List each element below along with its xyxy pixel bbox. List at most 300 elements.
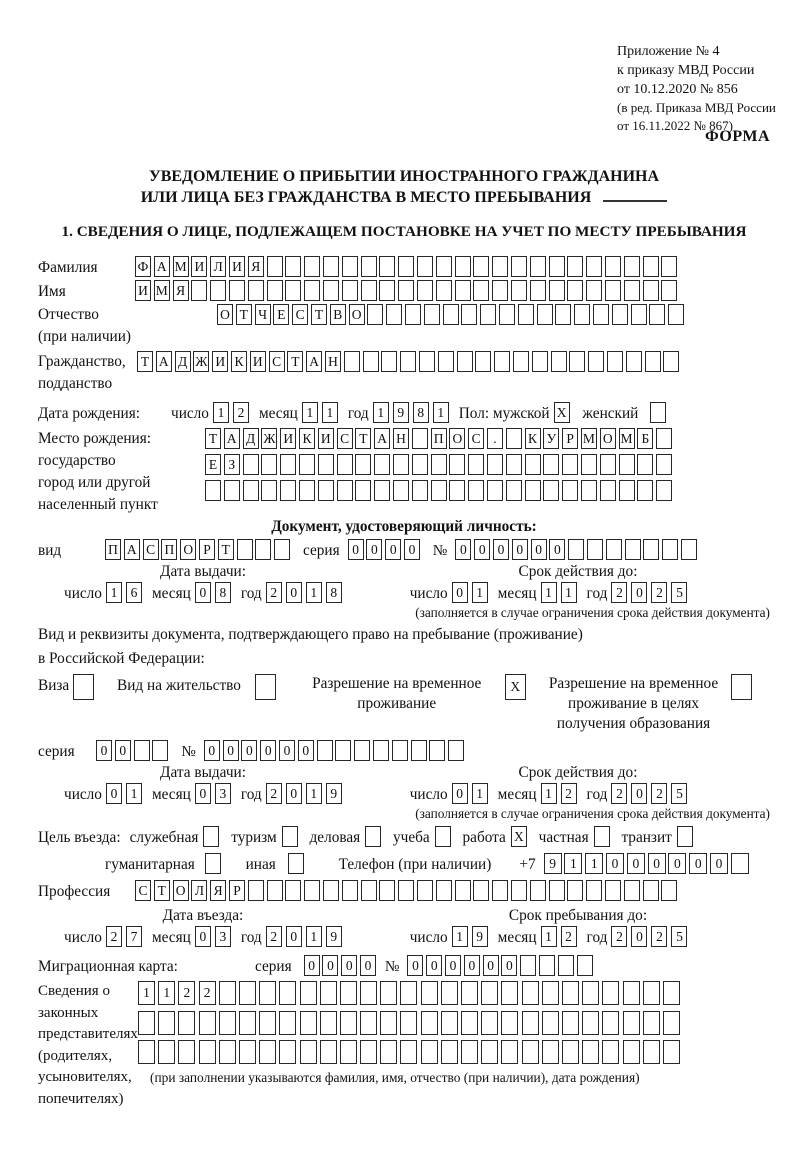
char-box[interactable]: [365, 826, 381, 847]
edu-permit-checkbox[interactable]: [731, 674, 755, 700]
char-box[interactable]: Е: [273, 304, 289, 325]
char-box[interactable]: 0: [483, 955, 499, 976]
char-box[interactable]: [473, 256, 489, 277]
char-box[interactable]: 0: [452, 582, 468, 603]
char-box[interactable]: [274, 539, 290, 560]
char-box[interactable]: [577, 955, 593, 976]
char-box[interactable]: [354, 740, 370, 761]
char-box[interactable]: 1: [452, 926, 468, 947]
char-box[interactable]: [626, 351, 642, 372]
char-box[interactable]: [631, 304, 647, 325]
char-box[interactable]: [530, 256, 546, 277]
char-box[interactable]: [267, 880, 283, 901]
char-box[interactable]: [261, 454, 277, 475]
char-box[interactable]: [73, 674, 94, 700]
char-box[interactable]: 1: [541, 926, 557, 947]
char-box[interactable]: [191, 280, 207, 301]
char-box[interactable]: [134, 740, 150, 761]
char-box[interactable]: 0: [96, 740, 112, 761]
char-box[interactable]: [539, 955, 555, 976]
char-box[interactable]: [243, 454, 259, 475]
identity-expiry-day[interactable]: [452, 582, 492, 603]
char-box[interactable]: 1: [322, 402, 338, 423]
char-box[interactable]: [588, 351, 604, 372]
char-box[interactable]: [340, 1011, 357, 1035]
char-box[interactable]: [506, 480, 522, 501]
char-box[interactable]: 0: [464, 955, 480, 976]
char-box[interactable]: [431, 454, 447, 475]
char-box[interactable]: 0: [631, 783, 647, 804]
char-box[interactable]: 0: [631, 582, 647, 603]
char-box[interactable]: [379, 280, 395, 301]
residence-expiry-month[interactable]: [541, 783, 581, 804]
char-box[interactable]: [602, 1040, 619, 1064]
char-box[interactable]: [337, 480, 353, 501]
char-box[interactable]: Ч: [255, 304, 271, 325]
char-box[interactable]: 0: [223, 740, 239, 761]
entry-year-boxes[interactable]: [266, 926, 346, 947]
char-box[interactable]: [400, 351, 416, 372]
char-box[interactable]: [374, 454, 390, 475]
char-box[interactable]: [468, 454, 484, 475]
char-box[interactable]: 1: [306, 926, 322, 947]
char-box[interactable]: [522, 1040, 539, 1064]
char-box[interactable]: [237, 539, 253, 560]
purpose-private-checkbox[interactable]: [594, 826, 613, 847]
char-box[interactable]: [259, 1040, 276, 1064]
char-box[interactable]: 0: [106, 783, 122, 804]
char-box[interactable]: 9: [393, 402, 409, 423]
char-box[interactable]: 1: [472, 582, 488, 603]
char-box[interactable]: 0: [512, 539, 528, 560]
birth-place-row2[interactable]: [205, 454, 675, 475]
char-box[interactable]: [461, 304, 477, 325]
sex-female-checkbox[interactable]: [650, 402, 669, 423]
char-box[interactable]: [360, 981, 377, 1005]
citizenship-boxes[interactable]: [137, 351, 682, 372]
char-box[interactable]: [288, 853, 304, 874]
char-box[interactable]: О: [217, 304, 233, 325]
char-box[interactable]: Л: [210, 256, 226, 277]
char-box[interactable]: 0: [298, 740, 314, 761]
char-box[interactable]: [461, 981, 478, 1005]
char-box[interactable]: [461, 1040, 478, 1064]
char-box[interactable]: [441, 981, 458, 1005]
char-box[interactable]: [360, 1040, 377, 1064]
char-box[interactable]: Д: [175, 351, 191, 372]
char-box[interactable]: Т: [218, 539, 234, 560]
char-box[interactable]: [567, 256, 583, 277]
char-box[interactable]: [248, 280, 264, 301]
char-box[interactable]: [380, 981, 397, 1005]
char-box[interactable]: 2: [233, 402, 249, 423]
char-box[interactable]: [643, 256, 659, 277]
char-box[interactable]: 0: [304, 955, 320, 976]
char-box[interactable]: М: [173, 256, 189, 277]
char-box[interactable]: [299, 480, 315, 501]
char-box[interactable]: [525, 454, 541, 475]
char-box[interactable]: [158, 1040, 175, 1064]
char-box[interactable]: [530, 880, 546, 901]
char-box[interactable]: 0: [241, 740, 257, 761]
char-box[interactable]: С: [135, 880, 151, 901]
char-box[interactable]: Р: [199, 539, 215, 560]
char-box[interactable]: [355, 454, 371, 475]
char-box[interactable]: [438, 351, 454, 372]
char-box[interactable]: [501, 981, 518, 1005]
char-box[interactable]: О: [449, 428, 465, 449]
char-box[interactable]: И: [318, 428, 334, 449]
char-box[interactable]: 0: [195, 926, 211, 947]
char-box[interactable]: 2: [561, 926, 577, 947]
char-box[interactable]: [255, 674, 276, 700]
char-box[interactable]: [299, 454, 315, 475]
char-box[interactable]: [361, 880, 377, 901]
char-box[interactable]: Я: [248, 256, 264, 277]
char-box[interactable]: [481, 1011, 498, 1035]
char-box[interactable]: [421, 1040, 438, 1064]
char-box[interactable]: [436, 880, 452, 901]
char-box[interactable]: [513, 351, 529, 372]
char-box[interactable]: [441, 1011, 458, 1035]
profession-boxes[interactable]: [135, 880, 680, 901]
char-box[interactable]: [574, 304, 590, 325]
char-box[interactable]: [318, 454, 334, 475]
char-box[interactable]: 1: [106, 582, 122, 603]
char-box[interactable]: С: [143, 539, 159, 560]
char-box[interactable]: [398, 280, 414, 301]
char-box[interactable]: [656, 480, 672, 501]
char-box[interactable]: [581, 480, 597, 501]
char-box[interactable]: .: [487, 428, 503, 449]
char-box[interactable]: [681, 539, 697, 560]
identity-issue-year[interactable]: [266, 582, 346, 603]
char-box[interactable]: [661, 880, 677, 901]
char-box[interactable]: [239, 981, 256, 1005]
char-box[interactable]: [511, 256, 527, 277]
char-box[interactable]: [412, 454, 428, 475]
char-box[interactable]: [203, 826, 219, 847]
char-box[interactable]: 0: [260, 740, 276, 761]
char-box[interactable]: К: [525, 428, 541, 449]
char-box[interactable]: [417, 880, 433, 901]
char-box[interactable]: А: [156, 351, 172, 372]
char-box[interactable]: 0: [366, 539, 382, 560]
char-box[interactable]: И: [135, 280, 151, 301]
char-box[interactable]: [492, 280, 508, 301]
char-box[interactable]: [582, 1040, 599, 1064]
char-box[interactable]: [492, 880, 508, 901]
purpose-transit-checkbox[interactable]: [677, 826, 696, 847]
char-box[interactable]: [355, 480, 371, 501]
char-box[interactable]: 0: [348, 539, 364, 560]
char-box[interactable]: [594, 826, 610, 847]
char-box[interactable]: [663, 351, 679, 372]
stay-day-boxes[interactable]: [452, 926, 492, 947]
char-box[interactable]: [178, 1011, 195, 1035]
char-box[interactable]: [543, 480, 559, 501]
char-box[interactable]: С: [269, 351, 285, 372]
char-box[interactable]: [435, 826, 451, 847]
char-box[interactable]: [522, 1011, 539, 1035]
char-box[interactable]: [643, 880, 659, 901]
char-box[interactable]: [205, 480, 221, 501]
char-box[interactable]: [643, 981, 660, 1005]
char-box[interactable]: 0: [385, 539, 401, 560]
char-box[interactable]: 9: [544, 853, 562, 874]
char-box[interactable]: [501, 1011, 518, 1035]
residence-issue-year[interactable]: [266, 783, 346, 804]
char-box[interactable]: И: [280, 428, 296, 449]
visa-checkbox[interactable]: [73, 674, 97, 700]
char-box[interactable]: [542, 981, 559, 1005]
char-box[interactable]: 2: [266, 926, 282, 947]
char-box[interactable]: [380, 1040, 397, 1064]
char-box[interactable]: [379, 256, 395, 277]
char-box[interactable]: [323, 256, 339, 277]
birth-month-boxes[interactable]: [302, 402, 342, 423]
char-box[interactable]: [511, 280, 527, 301]
char-box[interactable]: [436, 280, 452, 301]
char-box[interactable]: [473, 280, 489, 301]
char-box[interactable]: 0: [322, 955, 338, 976]
char-box[interactable]: [501, 1040, 518, 1064]
char-box[interactable]: [569, 351, 585, 372]
char-box[interactable]: [412, 480, 428, 501]
char-box[interactable]: [421, 1011, 438, 1035]
char-box[interactable]: [205, 853, 221, 874]
char-box[interactable]: Т: [137, 351, 153, 372]
char-box[interactable]: [300, 1011, 317, 1035]
char-box[interactable]: [656, 454, 672, 475]
char-box[interactable]: X: [511, 826, 527, 847]
char-box[interactable]: 0: [286, 783, 302, 804]
char-box[interactable]: [555, 304, 571, 325]
char-box[interactable]: 1: [433, 402, 449, 423]
char-box[interactable]: [421, 981, 438, 1005]
char-box[interactable]: [520, 955, 536, 976]
char-box[interactable]: [619, 454, 635, 475]
char-box[interactable]: П: [161, 539, 177, 560]
char-box[interactable]: [549, 280, 565, 301]
char-box[interactable]: [581, 454, 597, 475]
char-box[interactable]: Т: [311, 304, 327, 325]
char-box[interactable]: [229, 280, 245, 301]
char-box[interactable]: [582, 981, 599, 1005]
purpose-work-checkbox[interactable]: [511, 826, 530, 847]
char-box[interactable]: [304, 256, 320, 277]
char-box[interactable]: [449, 454, 465, 475]
char-box[interactable]: М: [581, 428, 597, 449]
char-box[interactable]: [411, 740, 427, 761]
char-box[interactable]: 0: [407, 955, 423, 976]
char-box[interactable]: [605, 256, 621, 277]
char-box[interactable]: [429, 740, 445, 761]
char-box[interactable]: Д: [243, 428, 259, 449]
char-box[interactable]: [562, 1040, 579, 1064]
char-box[interactable]: [344, 351, 360, 372]
char-box[interactable]: Р: [562, 428, 578, 449]
char-box[interactable]: [487, 454, 503, 475]
char-box[interactable]: [663, 981, 680, 1005]
char-box[interactable]: Я: [173, 280, 189, 301]
char-box[interactable]: 0: [474, 539, 490, 560]
char-box[interactable]: [379, 880, 395, 901]
char-box[interactable]: 0: [501, 955, 517, 976]
char-box[interactable]: 0: [195, 582, 211, 603]
char-box[interactable]: [624, 256, 640, 277]
purpose-business-checkbox[interactable]: [365, 826, 384, 847]
char-box[interactable]: [455, 880, 471, 901]
char-box[interactable]: [506, 454, 522, 475]
char-box[interactable]: [586, 280, 602, 301]
char-box[interactable]: [468, 480, 484, 501]
char-box[interactable]: [138, 1011, 155, 1035]
char-box[interactable]: [650, 402, 666, 423]
char-box[interactable]: 0: [689, 853, 707, 874]
char-box[interactable]: [643, 539, 659, 560]
char-box[interactable]: Л: [191, 880, 207, 901]
residence-issue-month[interactable]: [195, 783, 235, 804]
char-box[interactable]: 7: [126, 926, 142, 947]
char-box[interactable]: [623, 981, 640, 1005]
char-box[interactable]: 0: [668, 853, 686, 874]
char-box[interactable]: [178, 1040, 195, 1064]
char-box[interactable]: Я: [210, 880, 226, 901]
char-box[interactable]: [367, 304, 383, 325]
char-box[interactable]: 0: [531, 539, 547, 560]
char-box[interactable]: [567, 280, 583, 301]
mc-series-boxes[interactable]: [304, 955, 379, 976]
birth-place-row3[interactable]: [205, 480, 675, 501]
char-box[interactable]: П: [105, 539, 121, 560]
temp-permit-checkbox[interactable]: [505, 674, 529, 700]
char-box[interactable]: [380, 1011, 397, 1035]
char-box[interactable]: 0: [452, 783, 468, 804]
char-box[interactable]: [285, 880, 301, 901]
char-box[interactable]: [645, 351, 661, 372]
char-box[interactable]: 1: [561, 582, 577, 603]
char-box[interactable]: А: [306, 351, 322, 372]
patronymic-boxes[interactable]: [217, 304, 687, 325]
char-box[interactable]: [219, 1040, 236, 1064]
char-box[interactable]: [285, 280, 301, 301]
char-box[interactable]: [662, 539, 678, 560]
char-box[interactable]: [419, 351, 435, 372]
char-box[interactable]: 2: [561, 783, 577, 804]
char-box[interactable]: [219, 981, 236, 1005]
char-box[interactable]: [549, 256, 565, 277]
entry-day-boxes[interactable]: [106, 926, 146, 947]
char-box[interactable]: [623, 1011, 640, 1035]
char-box[interactable]: [605, 280, 621, 301]
char-box[interactable]: [731, 674, 752, 700]
char-box[interactable]: С: [468, 428, 484, 449]
identity-kind-boxes[interactable]: [105, 539, 293, 560]
char-box[interactable]: 1: [541, 783, 557, 804]
char-box[interactable]: С: [292, 304, 308, 325]
char-box[interactable]: [499, 304, 515, 325]
char-box[interactable]: [511, 880, 527, 901]
char-box[interactable]: 9: [326, 783, 342, 804]
char-box[interactable]: 6: [126, 582, 142, 603]
char-box[interactable]: Ж: [193, 351, 209, 372]
char-box[interactable]: 0: [445, 955, 461, 976]
identity-issue-day[interactable]: [106, 582, 146, 603]
char-box[interactable]: [624, 880, 640, 901]
residence-series-boxes[interactable]: [96, 740, 171, 761]
purpose-other-checkbox[interactable]: [288, 853, 307, 874]
char-box[interactable]: [224, 480, 240, 501]
char-box[interactable]: [582, 1011, 599, 1035]
char-box[interactable]: [386, 304, 402, 325]
char-box[interactable]: [255, 539, 271, 560]
char-box[interactable]: 1: [138, 981, 155, 1005]
char-box[interactable]: 1: [306, 582, 322, 603]
char-box[interactable]: 0: [279, 740, 295, 761]
char-box[interactable]: 0: [286, 926, 302, 947]
char-box[interactable]: 9: [326, 926, 342, 947]
char-box[interactable]: 1: [541, 582, 557, 603]
char-box[interactable]: [568, 539, 584, 560]
char-box[interactable]: 5: [671, 582, 687, 603]
char-box[interactable]: [323, 880, 339, 901]
char-box[interactable]: 1: [158, 981, 175, 1005]
char-box[interactable]: [441, 1040, 458, 1064]
char-box[interactable]: Б: [637, 428, 653, 449]
char-box[interactable]: 2: [651, 926, 667, 947]
char-box[interactable]: М: [619, 428, 635, 449]
char-box[interactable]: [405, 304, 421, 325]
char-box[interactable]: [656, 428, 672, 449]
char-box[interactable]: 2: [106, 926, 122, 947]
char-box[interactable]: И: [191, 256, 207, 277]
char-box[interactable]: 1: [306, 783, 322, 804]
residence-permit-checkbox[interactable]: [255, 674, 279, 700]
char-box[interactable]: 9: [472, 926, 488, 947]
char-box[interactable]: [562, 981, 579, 1005]
char-box[interactable]: [455, 256, 471, 277]
char-box[interactable]: [219, 1011, 236, 1035]
identity-number-boxes[interactable]: [455, 539, 699, 560]
char-box[interactable]: 5: [671, 783, 687, 804]
char-box[interactable]: 2: [651, 783, 667, 804]
char-box[interactable]: [267, 280, 283, 301]
char-box[interactable]: Т: [287, 351, 303, 372]
char-box[interactable]: П: [431, 428, 447, 449]
char-box[interactable]: [537, 304, 553, 325]
char-box[interactable]: 3: [215, 926, 231, 947]
char-box[interactable]: 2: [611, 926, 627, 947]
char-box[interactable]: [361, 256, 377, 277]
char-box[interactable]: 2: [611, 582, 627, 603]
char-box[interactable]: [549, 880, 565, 901]
char-box[interactable]: [455, 280, 471, 301]
char-box[interactable]: 1: [585, 853, 603, 874]
char-box[interactable]: [506, 428, 522, 449]
phone-boxes[interactable]: [544, 853, 752, 874]
char-box[interactable]: [542, 1040, 559, 1064]
char-box[interactable]: [152, 740, 168, 761]
char-box[interactable]: [551, 351, 567, 372]
name-boxes[interactable]: [135, 280, 680, 301]
char-box[interactable]: X: [554, 402, 570, 423]
char-box[interactable]: [300, 981, 317, 1005]
char-box[interactable]: 0: [648, 853, 666, 874]
char-box[interactable]: 0: [286, 582, 302, 603]
char-box[interactable]: [398, 880, 414, 901]
residence-expiry-day[interactable]: [452, 783, 492, 804]
